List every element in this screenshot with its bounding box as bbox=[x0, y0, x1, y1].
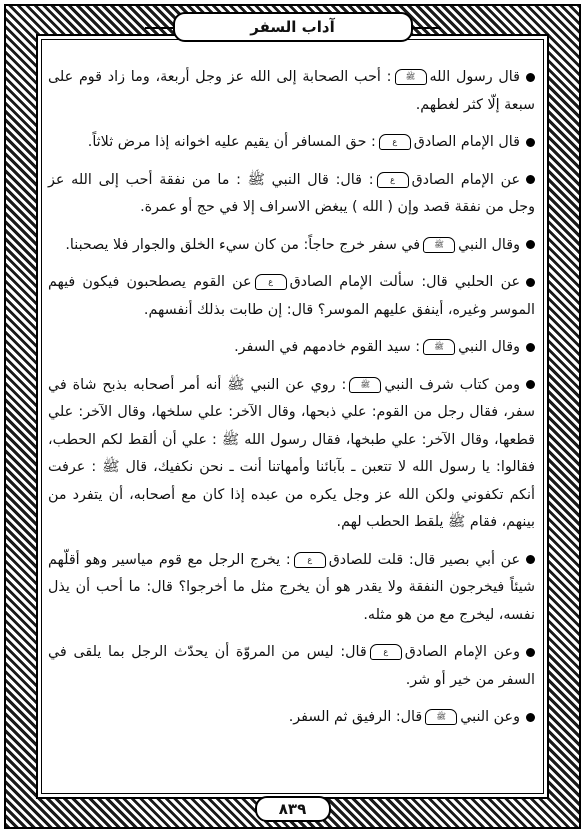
honorific-icon: ﷺ bbox=[425, 709, 457, 725]
bullet-icon bbox=[526, 175, 535, 184]
hadith-paragraph bbox=[48, 704, 535, 732]
hadith-paragraph bbox=[48, 167, 535, 222]
paragraph-text: في سفر خرج حاجاً: من كان سيء الخلق والجوار فلا يصحبنا. bbox=[65, 236, 421, 253]
paragraph-lead: ومن كتاب شرف النبي bbox=[384, 376, 521, 393]
hadith-paragraph bbox=[48, 269, 535, 324]
honorific-icon: ﷺ bbox=[423, 339, 455, 355]
hadith-paragraph bbox=[48, 547, 535, 630]
paragraph-lead: وقال النبي bbox=[458, 339, 520, 355]
honorific-icon: ع bbox=[377, 172, 409, 188]
honorific-icon: ﷺ bbox=[423, 237, 455, 253]
paragraph-lead: عن الإمام الصادق bbox=[411, 171, 520, 188]
paragraph-lead: قال رسول الله bbox=[429, 69, 520, 85]
paragraph-lead: عن أبي بصير قال: قلت للصادق bbox=[328, 551, 520, 568]
paragraph-text: : أحب الصحابة إلى الله عز وجل أربعة، وما زاد قوم على سبعة إلّا كثر لغطهم. bbox=[48, 69, 535, 113]
bullet-icon bbox=[526, 555, 535, 564]
page-number: ٨٣٩ bbox=[278, 800, 307, 818]
paragraph-lead: وقال النبي bbox=[458, 236, 520, 253]
paragraph-lead: وعن النبي bbox=[460, 709, 520, 725]
bullet-icon bbox=[526, 713, 535, 722]
bullet-icon bbox=[526, 278, 535, 287]
hadith-paragraph bbox=[48, 639, 535, 694]
bullet-icon bbox=[526, 138, 535, 147]
honorific-icon: ﷺ bbox=[395, 69, 427, 85]
page-body bbox=[48, 64, 535, 742]
bullet-icon bbox=[526, 343, 535, 352]
honorific-icon: ع bbox=[379, 134, 411, 150]
honorific-icon: ﷺ bbox=[349, 377, 381, 393]
hadith-paragraph bbox=[48, 334, 535, 362]
bullet-icon bbox=[526, 240, 535, 249]
paragraph-text: قال: الرفيق ثم السفر. bbox=[288, 709, 423, 725]
honorific-icon: ع bbox=[294, 552, 326, 568]
paragraph-lead: وعن الإمام الصادق bbox=[404, 644, 520, 660]
honorific-icon: ع bbox=[370, 644, 402, 660]
paragraph-text: : سيد القوم خادمهم في السفر. bbox=[234, 339, 421, 355]
footer-cartouche bbox=[255, 796, 331, 822]
honorific-icon: ع bbox=[255, 274, 287, 290]
bullet-icon bbox=[526, 380, 535, 389]
bullet-icon bbox=[526, 648, 535, 657]
header-cartouche bbox=[173, 12, 413, 42]
bullet-icon bbox=[526, 73, 535, 82]
paragraph-lead: عن الحلبي قال: سألت الإمام الصادق bbox=[289, 274, 520, 290]
paragraph-text: عن القوم يصطحبون فيكون فيهم الموسر وغيره، أينفق عليهم الموسر؟ قال: إن طابت بذلك أنفسهم. bbox=[48, 274, 535, 318]
hadith-paragraph bbox=[48, 129, 535, 157]
paragraph-text: : حق المسافر أن يقيم عليه اخوانه إذا مرض ثلاثاً. bbox=[87, 134, 376, 150]
paragraph-text: : روي عن النبي ﷺ أنه أمر أصحابه بذبح شاة في سفر، فقال رجل من القوم: علي ذبحها، وقال الآخر: علي سلخها، وقال الآخر: علي قطعها، وقال الآخر: علي طبخها، فقال رسول الله ﷺ : علي أن ألقط لكم الحطب، فقالوا: يا رسول الله لا تتعبن ـ بآبائنا وأمهاتنا أنت ـ نحن نكفيك، قال ﷺ : عرفت أنكم تكفوني ولكن الله عز وجل يكره من عبده إذا كان مع أصحابه، أن يتفرد من بينهم، فقام ﷺ يلقط الحطب لهم. bbox=[48, 376, 535, 530]
page-title: آداب السفر bbox=[250, 18, 335, 36]
hadith-paragraph bbox=[48, 232, 535, 260]
hadith-paragraph bbox=[48, 64, 535, 119]
paragraph-text: قال: ليس من المروّة أن يحدّث الرجل بما يلقى في السفر من خير أو شر. bbox=[48, 644, 535, 688]
hadith-paragraph bbox=[48, 372, 535, 537]
paragraph-lead: قال الإمام الصادق bbox=[413, 134, 520, 150]
paragraph-text: : قال: قال النبي ﷺ : ما من نفقة أحب إلى الله عز وجل من نفقة قصد وإن ( الله ) يبغض الاسراف إلا في حج أو عمرة. bbox=[48, 171, 535, 215]
paragraph-text: : يخرج الرجل مع قوم مياسير وهو أقلّهم شيئاً فيخرجون النفقة ولا يقدر هو أن يخرج مثل ما أخرجوا؟ قال: ما أحب أن يذل نفسه، ليخرج مع من هو مثله. bbox=[48, 551, 535, 623]
